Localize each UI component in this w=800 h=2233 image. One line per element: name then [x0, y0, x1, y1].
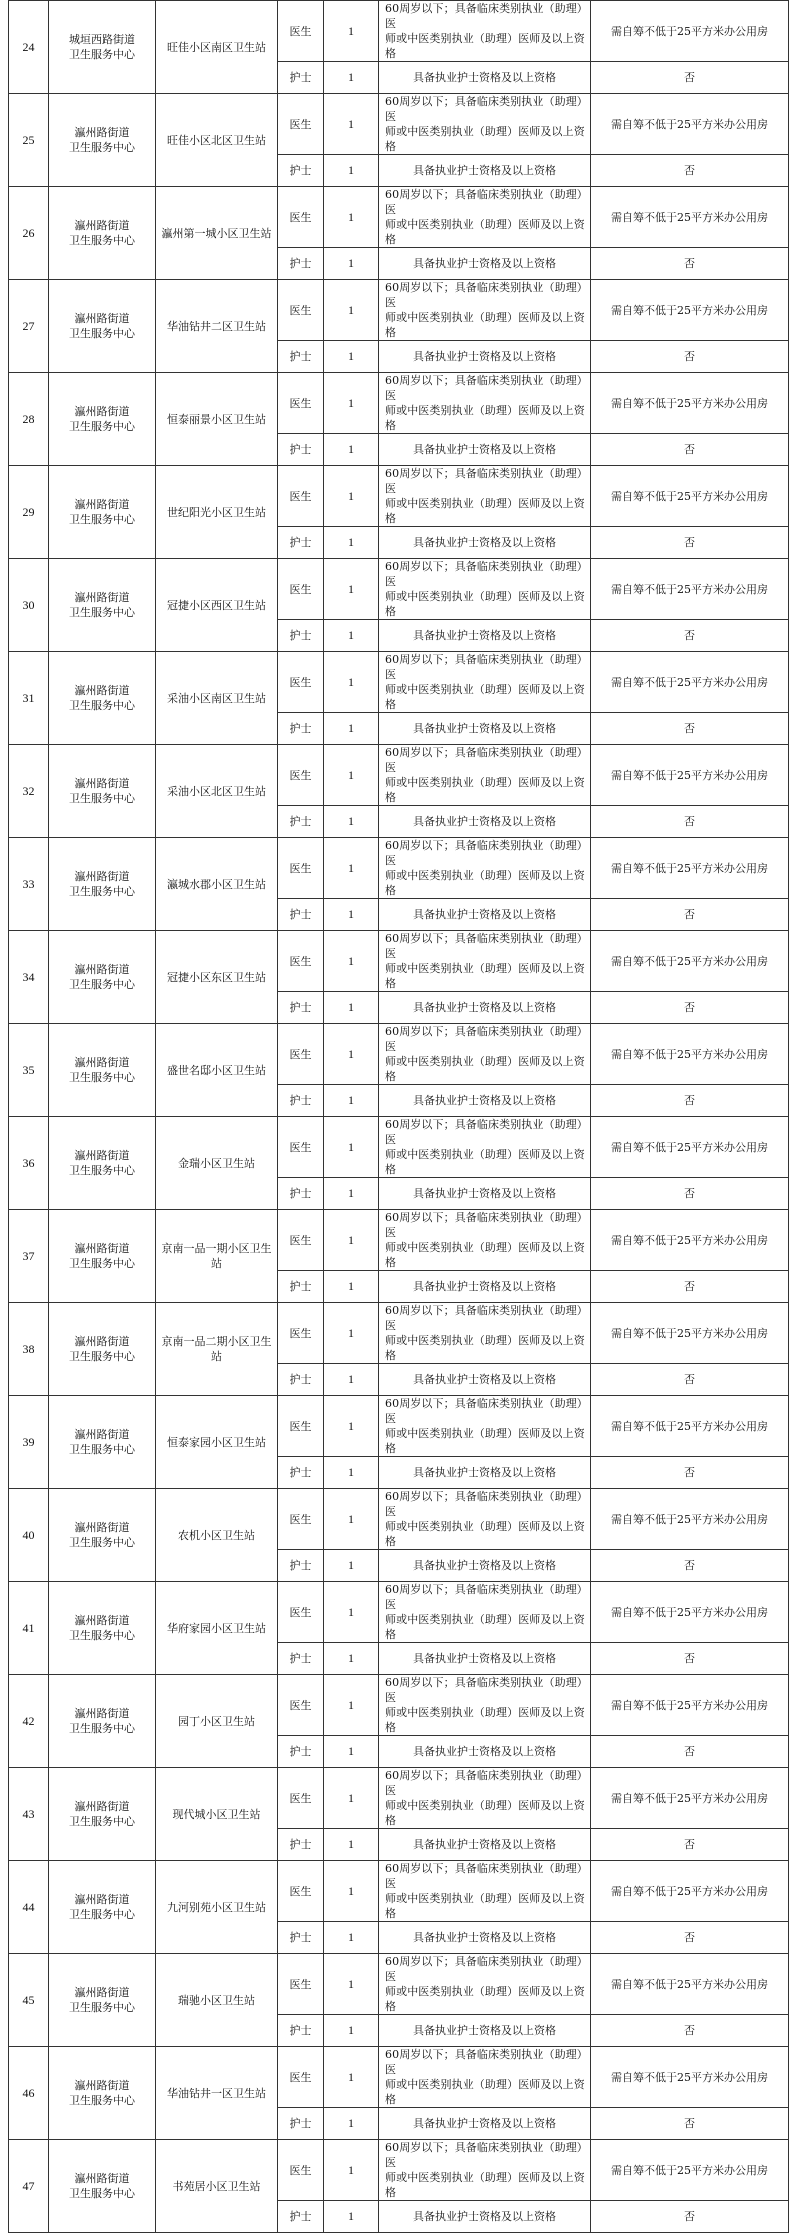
office-doctor: 需自筹不低于25平方米办公用房 [591, 1396, 789, 1457]
count-doctor: 1 [324, 931, 379, 992]
requirement-doctor: 60周岁以下；具备临床类别执业（助理）医 师或中医类别执业（助理）医师及以上资格 [379, 94, 591, 155]
count-doctor: 1 [324, 1675, 379, 1736]
requirement-nurse: 具备执业护士资格及以上资格 [379, 1085, 591, 1117]
health-station: 九河别苑小区卫生站 [156, 1861, 278, 1954]
requirement-doctor: 60周岁以下；具备临床类别执业（助理）医 师或中医类别执业（助理）医师及以上资格 [379, 1861, 591, 1922]
requirement-nurse: 具备执业护士资格及以上资格 [379, 806, 591, 838]
table-row [9, 1582, 789, 1643]
count-nurse: 1 [324, 1457, 379, 1489]
service-center: 瀛州路街道 卫生服务中心 [49, 1861, 156, 1954]
service-center: 瀛州路街道 卫生服务中心 [49, 745, 156, 838]
requirement-doctor: 60周岁以下；具备临床类别执业（助理）医 师或中医类别执业（助理）医师及以上资格 [379, 466, 591, 527]
requirement-doctor: 60周岁以下；具备临床类别执业（助理）医 师或中医类别执业（助理）医师及以上资格 [379, 652, 591, 713]
position-nurse: 护士 [278, 1736, 324, 1768]
office-doctor: 需自筹不低于25平方米办公用房 [591, 559, 789, 620]
requirement-nurse: 具备执业护士资格及以上资格 [379, 248, 591, 280]
office-nurse: 否 [591, 62, 789, 94]
row-number: 39 [9, 1396, 49, 1489]
office-doctor: 需自筹不低于25平方米办公用房 [591, 1675, 789, 1736]
position-doctor: 医生 [278, 1675, 324, 1736]
count-doctor: 1 [324, 1396, 379, 1457]
count-doctor: 1 [324, 745, 379, 806]
requirement-doctor: 60周岁以下；具备临床类别执业（助理）医 师或中医类别执业（助理）医师及以上资格 [379, 1768, 591, 1829]
count-doctor: 1 [324, 187, 379, 248]
requirement-doctor: 60周岁以下；具备临床类别执业（助理）医 师或中医类别执业（助理）医师及以上资格 [379, 745, 591, 806]
count-nurse: 1 [324, 2201, 379, 2233]
table-row [9, 931, 789, 992]
count-doctor: 1 [324, 559, 379, 620]
table-row [9, 187, 789, 248]
service-center: 瀛州路街道 卫生服务中心 [49, 280, 156, 373]
position-doctor: 医生 [278, 1582, 324, 1643]
office-doctor: 需自筹不低于25平方米办公用房 [591, 2047, 789, 2108]
position-nurse: 护士 [278, 620, 324, 652]
count-nurse: 1 [324, 899, 379, 931]
position-doctor: 医生 [278, 1768, 324, 1829]
service-center: 瀛州路街道 卫生服务中心 [49, 931, 156, 1024]
count-doctor: 1 [324, 1210, 379, 1271]
row-number: 43 [9, 1768, 49, 1861]
position-doctor: 医生 [278, 931, 324, 992]
position-nurse: 护士 [278, 1085, 324, 1117]
count-nurse: 1 [324, 434, 379, 466]
position-nurse: 护士 [278, 434, 324, 466]
count-nurse: 1 [324, 155, 379, 187]
row-number: 30 [9, 559, 49, 652]
table-row [9, 1, 789, 62]
count-doctor: 1 [324, 1024, 379, 1085]
requirement-nurse: 具备执业护士资格及以上资格 [379, 1178, 591, 1210]
office-nurse: 否 [591, 1643, 789, 1675]
table-row [9, 1675, 789, 1736]
requirement-doctor: 60周岁以下；具备临床类别执业（助理）医 师或中医类别执业（助理）医师及以上资格 [379, 187, 591, 248]
service-center: 瀛州路街道 卫生服务中心 [49, 466, 156, 559]
health-station: 采油小区北区卫生站 [156, 745, 278, 838]
service-center: 瀛州路街道 卫生服务中心 [49, 1675, 156, 1768]
office-nurse: 否 [591, 1457, 789, 1489]
health-station: 盛世名邸小区卫生站 [156, 1024, 278, 1117]
position-nurse: 护士 [278, 992, 324, 1024]
count-doctor: 1 [324, 1, 379, 62]
count-nurse: 1 [324, 341, 379, 373]
requirement-nurse: 具备执业护士资格及以上资格 [379, 1457, 591, 1489]
office-doctor: 需自筹不低于25平方米办公用房 [591, 187, 789, 248]
position-doctor: 医生 [278, 559, 324, 620]
office-doctor: 需自筹不低于25平方米办公用房 [591, 94, 789, 155]
requirement-doctor: 60周岁以下；具备临床类别执业（助理）医 师或中医类别执业（助理）医师及以上资格 [379, 2047, 591, 2108]
office-nurse: 否 [591, 1550, 789, 1582]
table-row [9, 94, 789, 155]
row-number: 41 [9, 1582, 49, 1675]
position-doctor: 医生 [278, 1117, 324, 1178]
position-nurse: 护士 [278, 899, 324, 931]
office-doctor: 需自筹不低于25平方米办公用房 [591, 1, 789, 62]
requirement-nurse: 具备执业护士资格及以上资格 [379, 1550, 591, 1582]
position-doctor: 医生 [278, 1396, 324, 1457]
count-nurse: 1 [324, 2108, 379, 2140]
health-station: 现代城小区卫生站 [156, 1768, 278, 1861]
requirement-nurse: 具备执业护士资格及以上资格 [379, 1922, 591, 1954]
health-station: 京南一品二期小区卫生 站 [156, 1303, 278, 1396]
office-nurse: 否 [591, 155, 789, 187]
count-doctor: 1 [324, 1582, 379, 1643]
requirement-doctor: 60周岁以下；具备临床类别执业（助理）医 师或中医类别执业（助理）医师及以上资格 [379, 1396, 591, 1457]
requirement-nurse: 具备执业护士资格及以上资格 [379, 527, 591, 559]
office-doctor: 需自筹不低于25平方米办公用房 [591, 373, 789, 434]
count-nurse: 1 [324, 1085, 379, 1117]
row-number: 45 [9, 1954, 49, 2047]
count-doctor: 1 [324, 2140, 379, 2201]
requirement-doctor: 60周岁以下；具备临床类别执业（助理）医 师或中医类别执业（助理）医师及以上资格 [379, 1489, 591, 1550]
office-doctor: 需自筹不低于25平方米办公用房 [591, 931, 789, 992]
table-row [9, 559, 789, 620]
requirement-doctor: 60周岁以下；具备临床类别执业（助理）医 师或中医类别执业（助理）医师及以上资格 [379, 2140, 591, 2201]
table-row [9, 466, 789, 527]
row-number: 36 [9, 1117, 49, 1210]
position-doctor: 医生 [278, 2140, 324, 2201]
count-nurse: 1 [324, 1829, 379, 1861]
service-center: 瀛州路街道 卫生服务中心 [49, 1117, 156, 1210]
row-number: 33 [9, 838, 49, 931]
count-nurse: 1 [324, 248, 379, 280]
row-number: 28 [9, 373, 49, 466]
position-doctor: 医生 [278, 838, 324, 899]
row-number: 29 [9, 466, 49, 559]
position-nurse: 护士 [278, 155, 324, 187]
service-center: 瀛州路街道 卫生服务中心 [49, 652, 156, 745]
requirement-nurse: 具备执业护士资格及以上资格 [379, 62, 591, 94]
position-doctor: 医生 [278, 94, 324, 155]
service-center: 瀛州路街道 卫生服务中心 [49, 559, 156, 652]
count-doctor: 1 [324, 94, 379, 155]
office-doctor: 需自筹不低于25平方米办公用房 [591, 838, 789, 899]
requirement-nurse: 具备执业护士资格及以上资格 [379, 713, 591, 745]
position-nurse: 护士 [278, 2201, 324, 2233]
position-nurse: 护士 [278, 1550, 324, 1582]
row-number: 40 [9, 1489, 49, 1582]
row-number: 25 [9, 94, 49, 187]
position-nurse: 护士 [278, 1271, 324, 1303]
count-doctor: 1 [324, 466, 379, 527]
health-station: 金瑞小区卫生站 [156, 1117, 278, 1210]
health-station: 恒泰丽景小区卫生站 [156, 373, 278, 466]
service-center: 瀛州路街道 卫生服务中心 [49, 1303, 156, 1396]
health-station: 华府家园小区卫生站 [156, 1582, 278, 1675]
table-row [9, 2140, 789, 2201]
requirement-doctor: 60周岁以下；具备临床类别执业（助理）医 师或中医类别执业（助理）医师及以上资格 [379, 1210, 591, 1271]
count-doctor: 1 [324, 1489, 379, 1550]
position-doctor: 医生 [278, 652, 324, 713]
table-row [9, 280, 789, 341]
count-nurse: 1 [324, 527, 379, 559]
office-nurse: 否 [591, 341, 789, 373]
health-station: 瀛城水郡小区卫生站 [156, 838, 278, 931]
service-center: 瀛州路街道 卫生服务中心 [49, 187, 156, 280]
position-doctor: 医生 [278, 1861, 324, 1922]
office-nurse: 否 [591, 2015, 789, 2047]
requirement-nurse: 具备执业护士资格及以上资格 [379, 2015, 591, 2047]
row-number: 24 [9, 1, 49, 94]
requirement-nurse: 具备执业护士资格及以上资格 [379, 155, 591, 187]
position-nurse: 护士 [278, 2108, 324, 2140]
position-nurse: 护士 [278, 62, 324, 94]
office-doctor: 需自筹不低于25平方米办公用房 [591, 652, 789, 713]
requirement-doctor: 60周岁以下；具备临床类别执业（助理）医 师或中医类别执业（助理）医师及以上资格 [379, 1954, 591, 2015]
table-row [9, 652, 789, 713]
row-number: 34 [9, 931, 49, 1024]
position-doctor: 医生 [278, 1303, 324, 1364]
position-nurse: 护士 [278, 2015, 324, 2047]
table-row [9, 1024, 789, 1085]
service-center: 瀛州路街道 卫生服务中心 [49, 2047, 156, 2140]
row-number: 46 [9, 2047, 49, 2140]
health-station: 旺佳小区南区卫生站 [156, 1, 278, 94]
row-number: 37 [9, 1210, 49, 1303]
health-station: 农机小区卫生站 [156, 1489, 278, 1582]
count-nurse: 1 [324, 1922, 379, 1954]
health-station: 冠捷小区东区卫生站 [156, 931, 278, 1024]
service-center: 瀛州路街道 卫生服务中心 [49, 1954, 156, 2047]
service-center: 瀛州路街道 卫生服务中心 [49, 1024, 156, 1117]
position-doctor: 医生 [278, 373, 324, 434]
position-doctor: 医生 [278, 187, 324, 248]
row-number: 35 [9, 1024, 49, 1117]
requirement-doctor: 60周岁以下；具备临床类别执业（助理）医 师或中医类别执业（助理）医师及以上资格 [379, 1024, 591, 1085]
count-doctor: 1 [324, 1303, 379, 1364]
office-nurse: 否 [591, 899, 789, 931]
count-nurse: 1 [324, 620, 379, 652]
health-station: 书苑居小区卫生站 [156, 2140, 278, 2233]
table-row [9, 1768, 789, 1829]
office-nurse: 否 [591, 2201, 789, 2233]
count-nurse: 1 [324, 2015, 379, 2047]
office-nurse: 否 [591, 248, 789, 280]
service-center: 瀛州路街道 卫生服务中心 [49, 1582, 156, 1675]
office-nurse: 否 [591, 1829, 789, 1861]
health-station: 采油小区南区卫生站 [156, 652, 278, 745]
table-row [9, 373, 789, 434]
office-doctor: 需自筹不低于25平方米办公用房 [591, 1954, 789, 2015]
health-station: 华油钻井二区卫生站 [156, 280, 278, 373]
position-nurse: 护士 [278, 248, 324, 280]
service-center: 瀛州路街道 卫生服务中心 [49, 838, 156, 931]
office-nurse: 否 [591, 2108, 789, 2140]
health-station: 世纪阳光小区卫生站 [156, 466, 278, 559]
requirement-nurse: 具备执业护士资格及以上资格 [379, 1364, 591, 1396]
count-doctor: 1 [324, 1768, 379, 1829]
count-nurse: 1 [324, 806, 379, 838]
position-nurse: 护士 [278, 1922, 324, 1954]
office-nurse: 否 [591, 1922, 789, 1954]
count-nurse: 1 [324, 1271, 379, 1303]
office-doctor: 需自筹不低于25平方米办公用房 [591, 1024, 789, 1085]
office-doctor: 需自筹不低于25平方米办公用房 [591, 1489, 789, 1550]
office-doctor: 需自筹不低于25平方米办公用房 [591, 280, 789, 341]
count-doctor: 1 [324, 1861, 379, 1922]
office-nurse: 否 [591, 1364, 789, 1396]
office-nurse: 否 [591, 806, 789, 838]
table-row [9, 1117, 789, 1178]
table-row [9, 1303, 789, 1364]
office-doctor: 需自筹不低于25平方米办公用房 [591, 1861, 789, 1922]
office-nurse: 否 [591, 1085, 789, 1117]
office-doctor: 需自筹不低于25平方米办公用房 [591, 1768, 789, 1829]
position-nurse: 护士 [278, 806, 324, 838]
requirement-nurse: 具备执业护士资格及以上资格 [379, 434, 591, 466]
requirement-nurse: 具备执业护士资格及以上资格 [379, 1736, 591, 1768]
count-nurse: 1 [324, 1364, 379, 1396]
row-number: 26 [9, 187, 49, 280]
position-nurse: 护士 [278, 341, 324, 373]
position-doctor: 医生 [278, 2047, 324, 2108]
count-doctor: 1 [324, 838, 379, 899]
office-nurse: 否 [591, 1736, 789, 1768]
office-doctor: 需自筹不低于25平方米办公用房 [591, 2140, 789, 2201]
position-doctor: 医生 [278, 1489, 324, 1550]
position-nurse: 护士 [278, 1643, 324, 1675]
office-doctor: 需自筹不低于25平方米办公用房 [591, 1582, 789, 1643]
service-center: 瀛州路街道 卫生服务中心 [49, 2140, 156, 2233]
count-nurse: 1 [324, 992, 379, 1024]
position-doctor: 医生 [278, 1210, 324, 1271]
office-nurse: 否 [591, 1271, 789, 1303]
table-row [9, 1210, 789, 1271]
count-nurse: 1 [324, 62, 379, 94]
count-doctor: 1 [324, 1954, 379, 2015]
health-station: 恒泰家园小区卫生站 [156, 1396, 278, 1489]
position-nurse: 护士 [278, 713, 324, 745]
requirement-doctor: 60周岁以下；具备临床类别执业（助理）医 师或中医类别执业（助理）医师及以上资格 [379, 1582, 591, 1643]
requirement-doctor: 60周岁以下；具备临床类别执业（助理）医 师或中医类别执业（助理）医师及以上资格 [379, 373, 591, 434]
row-number: 32 [9, 745, 49, 838]
office-nurse: 否 [591, 713, 789, 745]
position-nurse: 护士 [278, 1364, 324, 1396]
requirement-doctor: 60周岁以下；具备临床类别执业（助理）医 师或中医类别执业（助理）医师及以上资格 [379, 1675, 591, 1736]
service-center: 瀛州路街道 卫生服务中心 [49, 1210, 156, 1303]
health-station: 瑞驰小区卫生站 [156, 1954, 278, 2047]
health-station: 冠捷小区西区卫生站 [156, 559, 278, 652]
table-row [9, 1396, 789, 1457]
office-doctor: 需自筹不低于25平方米办公用房 [591, 1117, 789, 1178]
service-center: 瀛州路街道 卫生服务中心 [49, 1396, 156, 1489]
row-number: 38 [9, 1303, 49, 1396]
requirement-doctor: 60周岁以下；具备临床类别执业（助理）医 师或中医类别执业（助理）医师及以上资格 [379, 931, 591, 992]
count-doctor: 1 [324, 1117, 379, 1178]
requirement-nurse: 具备执业护士资格及以上资格 [379, 992, 591, 1024]
office-nurse: 否 [591, 620, 789, 652]
requirement-nurse: 具备执业护士资格及以上资格 [379, 620, 591, 652]
requirement-nurse: 具备执业护士资格及以上资格 [379, 1829, 591, 1861]
position-doctor: 医生 [278, 1024, 324, 1085]
table-body [9, 1, 789, 2233]
position-doctor: 医生 [278, 466, 324, 527]
position-nurse: 护士 [278, 527, 324, 559]
table-row [9, 1954, 789, 2015]
service-center: 城垣西路街道 卫生服务中心 [49, 1, 156, 94]
table-row [9, 1861, 789, 1922]
row-number: 27 [9, 280, 49, 373]
office-nurse: 否 [591, 1178, 789, 1210]
row-number: 31 [9, 652, 49, 745]
count-nurse: 1 [324, 1178, 379, 1210]
position-nurse: 护士 [278, 1829, 324, 1861]
count-doctor: 1 [324, 652, 379, 713]
requirement-doctor: 60周岁以下；具备临床类别执业（助理）医 师或中医类别执业（助理）医师及以上资格 [379, 559, 591, 620]
count-nurse: 1 [324, 1550, 379, 1582]
count-nurse: 1 [324, 1736, 379, 1768]
requirement-nurse: 具备执业护士资格及以上资格 [379, 1271, 591, 1303]
health-station: 瀛州第一城小区卫生站 [156, 187, 278, 280]
requirement-doctor: 60周岁以下；具备临床类别执业（助理）医 师或中医类别执业（助理）医师及以上资格 [379, 1117, 591, 1178]
position-nurse: 护士 [278, 1457, 324, 1489]
office-nurse: 否 [591, 527, 789, 559]
health-station: 华油钻井一区卫生站 [156, 2047, 278, 2140]
requirement-doctor: 60周岁以下；具备临床类别执业（助理）医 师或中医类别执业（助理）医师及以上资格 [379, 280, 591, 341]
health-station: 旺佳小区北区卫生站 [156, 94, 278, 187]
requirement-nurse: 具备执业护士资格及以上资格 [379, 1643, 591, 1675]
service-center: 瀛州路街道 卫生服务中心 [49, 94, 156, 187]
table-row [9, 745, 789, 806]
recruitment-table [8, 0, 789, 2233]
count-doctor: 1 [324, 280, 379, 341]
position-doctor: 医生 [278, 745, 324, 806]
position-doctor: 医生 [278, 1954, 324, 2015]
count-doctor: 1 [324, 373, 379, 434]
count-nurse: 1 [324, 713, 379, 745]
count-doctor: 1 [324, 2047, 379, 2108]
office-doctor: 需自筹不低于25平方米办公用房 [591, 745, 789, 806]
office-nurse: 否 [591, 992, 789, 1024]
row-number: 42 [9, 1675, 49, 1768]
service-center: 瀛州路街道 卫生服务中心 [49, 1489, 156, 1582]
requirement-nurse: 具备执业护士资格及以上资格 [379, 899, 591, 931]
office-doctor: 需自筹不低于25平方米办公用房 [591, 1210, 789, 1271]
row-number: 47 [9, 2140, 49, 2233]
count-nurse: 1 [324, 1643, 379, 1675]
requirement-doctor: 60周岁以下；具备临床类别执业（助理）医 师或中医类别执业（助理）医师及以上资格 [379, 1303, 591, 1364]
office-doctor: 需自筹不低于25平方米办公用房 [591, 1303, 789, 1364]
table-row [9, 2047, 789, 2108]
table-row [9, 1489, 789, 1550]
health-station: 园丁小区卫生站 [156, 1675, 278, 1768]
service-center: 瀛州路街道 卫生服务中心 [49, 373, 156, 466]
health-station: 京南一品一期小区卫生 站 [156, 1210, 278, 1303]
office-doctor: 需自筹不低于25平方米办公用房 [591, 466, 789, 527]
requirement-nurse: 具备执业护士资格及以上资格 [379, 341, 591, 373]
requirement-nurse: 具备执业护士资格及以上资格 [379, 2108, 591, 2140]
office-nurse: 否 [591, 434, 789, 466]
position-nurse: 护士 [278, 1178, 324, 1210]
requirement-doctor: 60周岁以下；具备临床类别执业（助理）医 师或中医类别执业（助理）医师及以上资格 [379, 1, 591, 62]
requirement-nurse: 具备执业护士资格及以上资格 [379, 2201, 591, 2233]
table-row [9, 838, 789, 899]
service-center: 瀛州路街道 卫生服务中心 [49, 1768, 156, 1861]
position-doctor: 医生 [278, 280, 324, 341]
requirement-doctor: 60周岁以下；具备临床类别执业（助理）医 师或中医类别执业（助理）医师及以上资格 [379, 838, 591, 899]
position-doctor: 医生 [278, 1, 324, 62]
row-number: 44 [9, 1861, 49, 1954]
